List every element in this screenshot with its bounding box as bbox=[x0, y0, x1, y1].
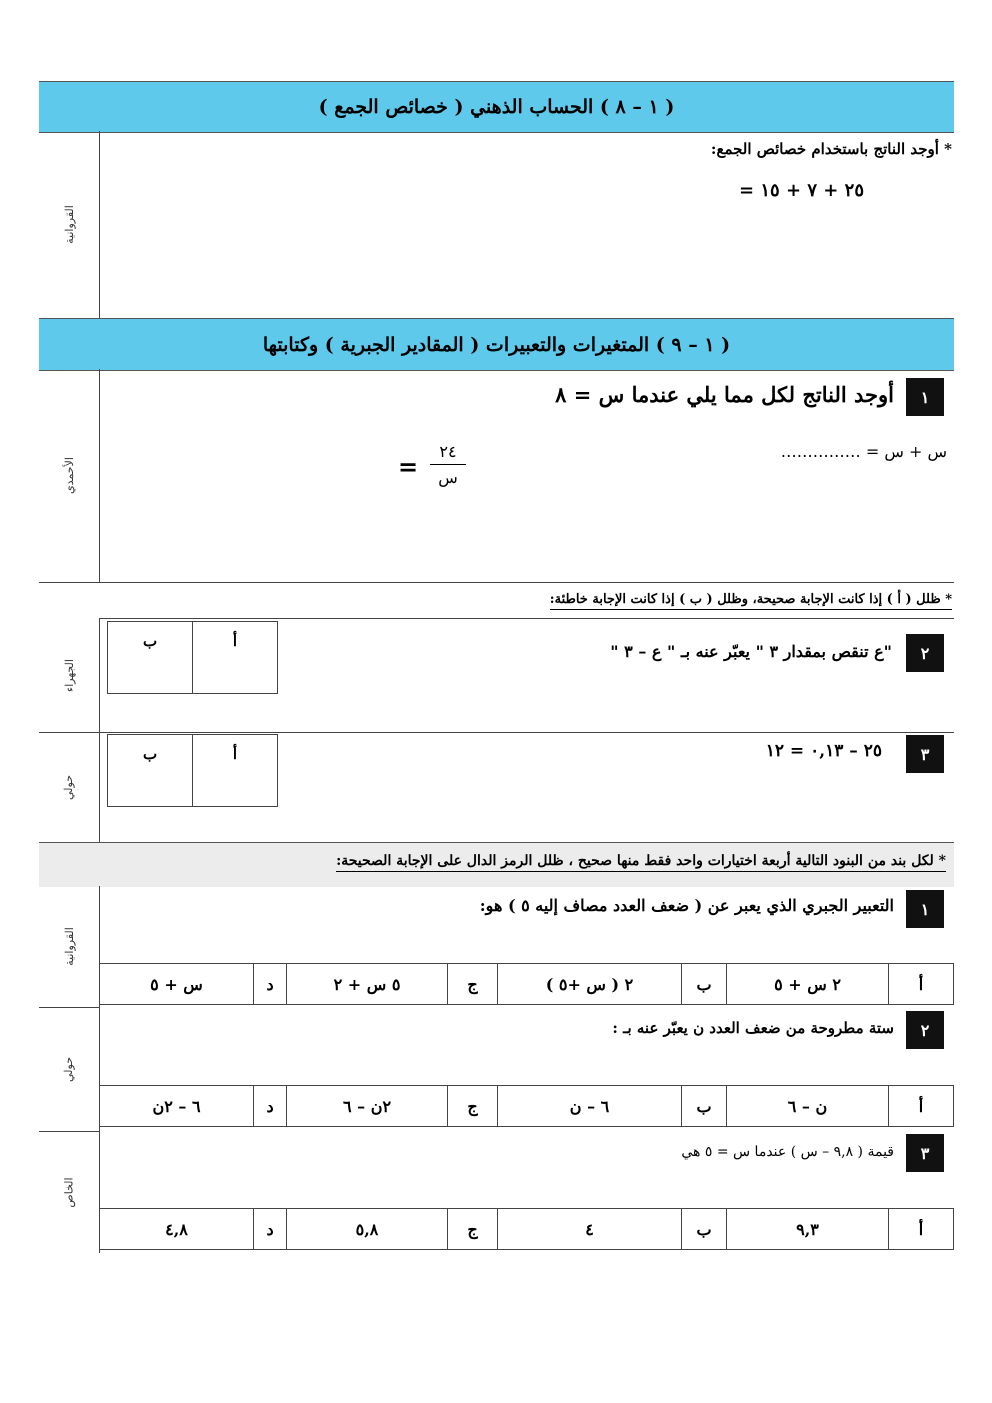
question-number: ١ bbox=[906, 378, 944, 416]
choice-letter-b[interactable]: ب bbox=[682, 1086, 727, 1127]
divider bbox=[99, 131, 100, 318]
side-label: القروانية bbox=[62, 927, 76, 966]
divider bbox=[99, 732, 100, 842]
fraction-bar bbox=[430, 464, 466, 465]
divider bbox=[99, 618, 100, 732]
true-false-choices bbox=[107, 621, 278, 694]
choice-option-c[interactable]: ٥,٨ bbox=[287, 1209, 448, 1250]
choice-option-a[interactable]: ن – ٦ bbox=[727, 1086, 889, 1127]
choice-option-d[interactable]: س + ٥ bbox=[100, 964, 254, 1005]
question-text: أوجد الناتج لكل مما يلي عندما س = ٨ bbox=[555, 382, 894, 407]
instruction: * ظلل ( أ ) إذا كانت الإجابة صحيحة، وظلل ( ب ) إذا كانت الإجابة خاطئة: bbox=[550, 592, 952, 610]
choice-letter-b[interactable]: ب bbox=[682, 1209, 727, 1250]
choice-letter-a[interactable]: أ bbox=[889, 1209, 954, 1250]
choice-option-a[interactable]: ٢ س + ٥ bbox=[727, 964, 889, 1005]
choice-option-b[interactable]: ٢ ( س +٥ ) bbox=[498, 964, 682, 1005]
expression-1: س + س = …………… bbox=[780, 442, 947, 461]
question-text: ستة مطروحة من ضعف العدد ن يعبّر عنه بـ : bbox=[612, 1019, 894, 1037]
choice-table bbox=[99, 963, 954, 1005]
instruction: * أوجد الناتج باستخدام خصائص الجمع: bbox=[710, 140, 952, 158]
question-text: قيمة ( ٩,٨ – س ) عندما س = ٥ هي bbox=[681, 1144, 894, 1160]
choice-letter-a[interactable]: أ bbox=[889, 1086, 954, 1127]
choice-table bbox=[99, 1208, 954, 1250]
choice-letter-d[interactable]: د bbox=[254, 1086, 287, 1127]
question-number: ٢ bbox=[906, 634, 944, 672]
question-number: ٣ bbox=[906, 735, 944, 773]
divider bbox=[39, 732, 954, 733]
choice-option-c[interactable]: ٢ن – ٦ bbox=[287, 1086, 448, 1127]
divider bbox=[39, 582, 954, 583]
fraction-denominator: س bbox=[438, 468, 458, 487]
expression: ٢٥ + ٧ + ١٥ = bbox=[739, 180, 864, 201]
side-label: الخاص bbox=[62, 1176, 76, 1208]
choice-option-d[interactable]: ٤,٨ bbox=[100, 1209, 254, 1250]
choice-option-b[interactable]: ٤ bbox=[498, 1209, 682, 1250]
choice-b[interactable]: ب bbox=[108, 735, 193, 807]
section1-title: ( ١ – ٨ ) الحساب الذهني ( خصائص الجمع ) bbox=[318, 96, 675, 118]
question-number: ١ bbox=[906, 890, 944, 928]
choice-letter-d[interactable]: د bbox=[254, 1209, 287, 1250]
divider bbox=[99, 618, 954, 619]
side-label: القروانية bbox=[62, 205, 76, 244]
instruction: * لكل بند من البنود التالية أربعة اختيارات واحد فقط منها صحيح ، ظلل الرمز الدال على الإجابة الصحيحة: bbox=[336, 853, 946, 872]
choice-a[interactable]: أ bbox=[193, 735, 278, 807]
choice-option-d[interactable]: ٦ – ٢ن bbox=[100, 1086, 254, 1127]
divider bbox=[99, 369, 100, 582]
side-label: حولي bbox=[62, 1056, 76, 1082]
choice-b[interactable]: ب bbox=[108, 622, 193, 694]
question-number: ٣ bbox=[906, 1134, 944, 1172]
section1-header bbox=[39, 81, 954, 133]
question-text: التعبير الجبري الذي يعبر عن ( ضعف العدد مصاف إليه ٥ ) هو: bbox=[479, 896, 894, 915]
question-text: "ع تنقص بمقدار ٣ " يعبّر عنه بـ " ع – ٣ " bbox=[610, 642, 892, 661]
choice-letter-c[interactable]: ج bbox=[448, 1209, 498, 1250]
choice-option-a[interactable]: ٩,٣ bbox=[727, 1209, 889, 1250]
choice-letter-c[interactable]: ج bbox=[448, 1086, 498, 1127]
section2-header bbox=[39, 318, 954, 371]
fraction-numerator: ٢٤ bbox=[439, 442, 457, 461]
fraction bbox=[430, 442, 466, 487]
choice-letter-c[interactable]: ج bbox=[448, 964, 498, 1005]
choice-letter-d[interactable]: د bbox=[254, 964, 287, 1005]
true-false-choices bbox=[107, 734, 278, 807]
question-number: ٢ bbox=[906, 1011, 944, 1049]
side-label: حولي bbox=[62, 774, 76, 800]
side-label: الجهراء bbox=[62, 658, 76, 692]
fraction-equals: = bbox=[398, 452, 419, 481]
question-text: ٢٥ – ٠,١٣ = ١٢ bbox=[765, 741, 882, 761]
section2-title: ( ١ – ٩ ) المتغيرات والتعبيرات ( المقادير الجبرية ) وكتابتها bbox=[262, 333, 731, 356]
choice-option-b[interactable]: ٦ – ن bbox=[498, 1086, 682, 1127]
choice-table bbox=[99, 1085, 954, 1127]
choice-letter-a[interactable]: أ bbox=[889, 964, 954, 1005]
choice-a[interactable]: أ bbox=[193, 622, 278, 694]
choice-option-c[interactable]: ٥ س + ٢ bbox=[287, 964, 448, 1005]
choice-letter-b[interactable]: ب bbox=[682, 964, 727, 1005]
side-label: الأحمدي bbox=[62, 457, 76, 494]
